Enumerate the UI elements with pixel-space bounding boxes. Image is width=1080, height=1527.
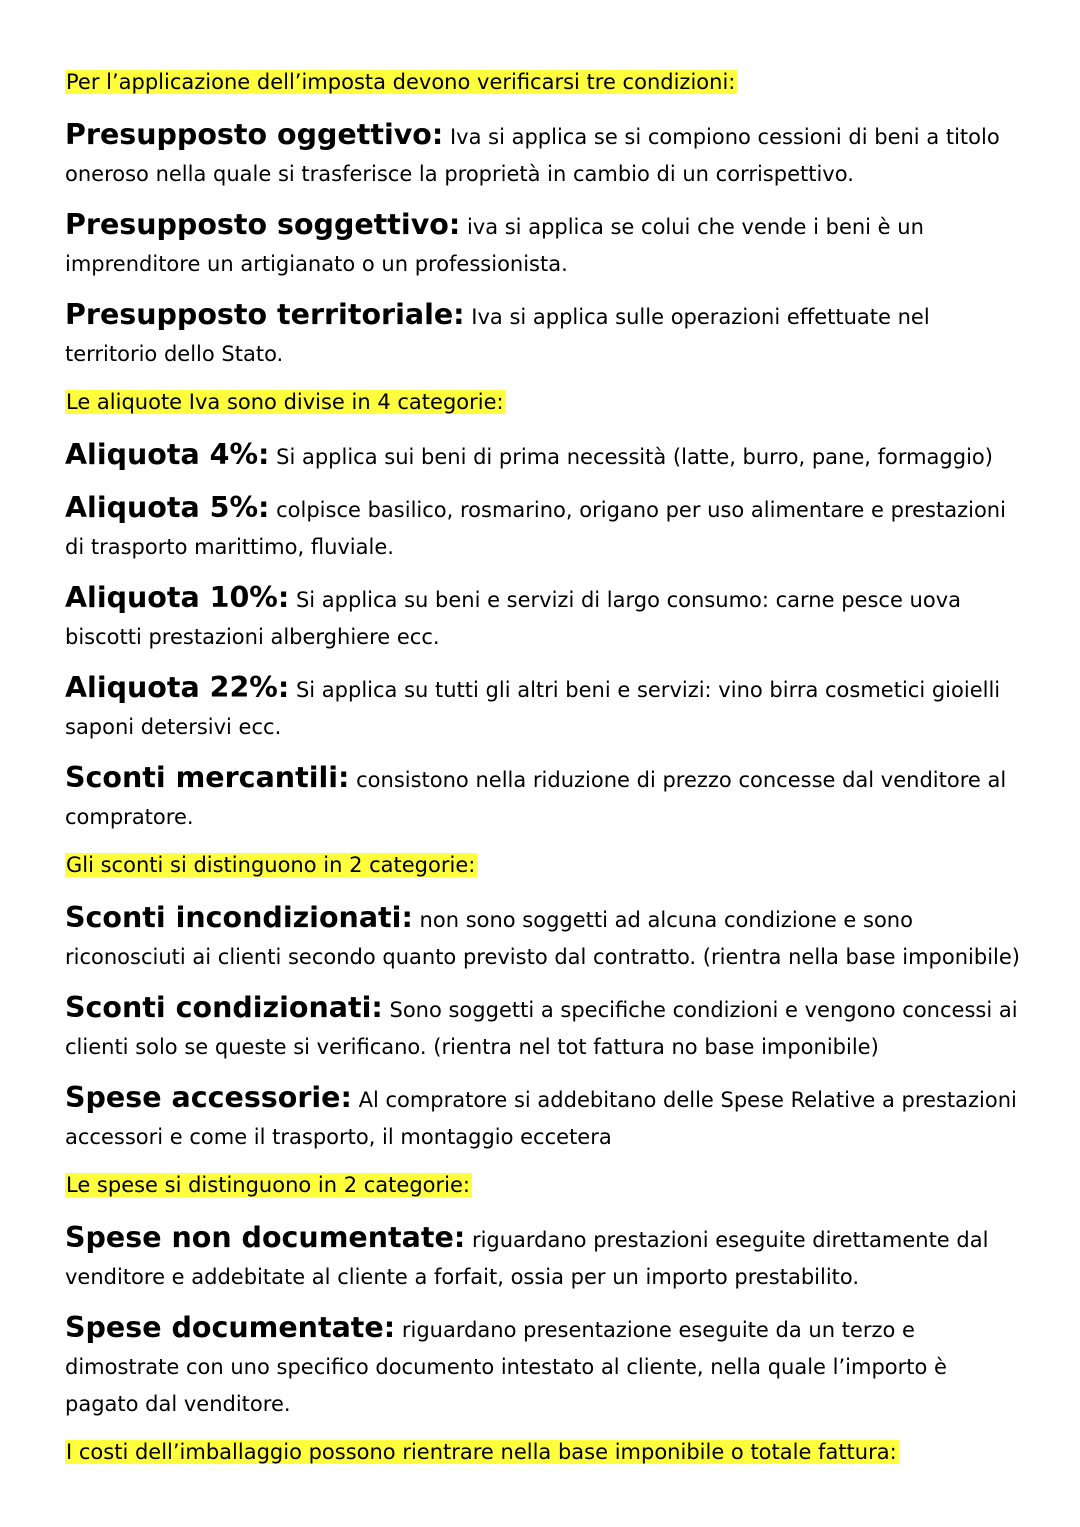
entry-aliquota-22	[65, 669, 1025, 746]
highlight-text: Gli sconti si distinguono in 2 categorie:	[66, 853, 476, 877]
entry-aliquota-4	[65, 436, 1025, 476]
entry-sconti-mercantili	[65, 759, 1025, 836]
description: non sono soggetti ad alcuna condizione e sono riconosciuti ai clienti secondo quanto previsto dal contratto. (rientra nella base imponibile)	[65, 908, 1020, 969]
term: Presupposto territoriale:	[65, 298, 465, 331]
description: Iva si applica sulle operazioni effettuate nel territorio dello Stato.	[65, 305, 930, 366]
entry-presupposto-territoriale	[65, 296, 1025, 373]
entry-sconti-incondizionati	[65, 899, 1025, 976]
highlight-text: Le spese si distinguono in 2 categorie:	[66, 1173, 470, 1197]
entry-spese-accessorie	[65, 1079, 1025, 1156]
highlight-text: Per l’applicazione dell’imposta devono verificarsi tre condizioni:	[66, 70, 736, 94]
term: Sconti incondizionati:	[65, 901, 413, 934]
description: iva si applica se colui che vende i beni è un imprenditore un artigianato o un professionista.	[65, 215, 924, 276]
highlighted-heading-imballaggio	[65, 1436, 1025, 1468]
description: riguardano prestazioni eseguite direttamente dal venditore e addebitate al cliente a forfait, ossia per un importo prestabilito.	[65, 1228, 989, 1289]
description: Si applica sui beni di prima necessità (latte, burro, pane, formaggio)	[276, 445, 993, 469]
term: Presupposto soggettivo:	[65, 208, 461, 241]
entry-presupposto-oggettivo	[65, 116, 1025, 193]
highlight-text: I costi dell’imballaggio possono rientrare nella base imponibile o totale fattura:	[66, 1440, 897, 1464]
entry-presupposto-soggettivo	[65, 206, 1025, 283]
entry-sconti-condizionati	[65, 989, 1025, 1066]
description: Iva si applica se si compiono cessioni di beni a titolo oneroso nella quale si trasferisce la proprietà in cambio di un corrispettivo.	[65, 125, 1000, 186]
term: Spese accessorie:	[65, 1081, 352, 1114]
term: Presupposto oggettivo:	[65, 118, 444, 151]
entry-spese-documentate	[65, 1309, 1025, 1423]
description: Si applica su beni e servizi di largo consumo: carne pesce uova biscotti prestazioni alberghiere ecc.	[65, 588, 962, 649]
term: Sconti condizionati:	[65, 991, 383, 1024]
description: colpisce basilico, rosmarino, origano per uso alimentare e prestazioni di trasporto marittimo, fluviale.	[65, 498, 1006, 559]
highlighted-heading-conditions	[65, 66, 1025, 98]
document-page	[65, 66, 1025, 1486]
entry-aliquota-10	[65, 579, 1025, 656]
description: consistono nella riduzione di prezzo concesse dal venditore al compratore.	[65, 768, 1007, 829]
description: Si applica su tutti gli altri beni e servizi: vino birra cosmetici gioielli saponi detersivi ecc.	[65, 678, 1001, 739]
term: Aliquota 22%:	[65, 671, 290, 704]
highlight-text: Le aliquote Iva sono divise in 4 categorie:	[66, 390, 504, 414]
description: Sono soggetti a specifiche condizioni e vengono concessi ai clienti solo se queste si verificano. (rientra nel tot fattura no base imponibile)	[65, 998, 1018, 1059]
term: Aliquota 10%:	[65, 581, 290, 614]
term: Spese documentate:	[65, 1311, 396, 1344]
entry-spese-non-documentate	[65, 1219, 1025, 1296]
description: riguardano presentazione eseguite da un terzo e dimostrate con uno specifico documento intestato al cliente, nella quale l’importo è pagato dal venditore.	[65, 1318, 947, 1416]
term: Sconti mercantili:	[65, 761, 350, 794]
term: Spese non documentate:	[65, 1221, 466, 1254]
highlighted-heading-sconti	[65, 849, 1025, 881]
highlighted-heading-spese	[65, 1169, 1025, 1201]
highlighted-heading-aliquote	[65, 386, 1025, 418]
entry-aliquota-5	[65, 489, 1025, 566]
term: Aliquota 5%:	[65, 491, 270, 524]
term: Aliquota 4%:	[65, 438, 270, 471]
description: Al compratore si addebitano delle Spese Relative a prestazioni accessori e come il trasporto, il montaggio eccetera	[65, 1088, 1017, 1149]
